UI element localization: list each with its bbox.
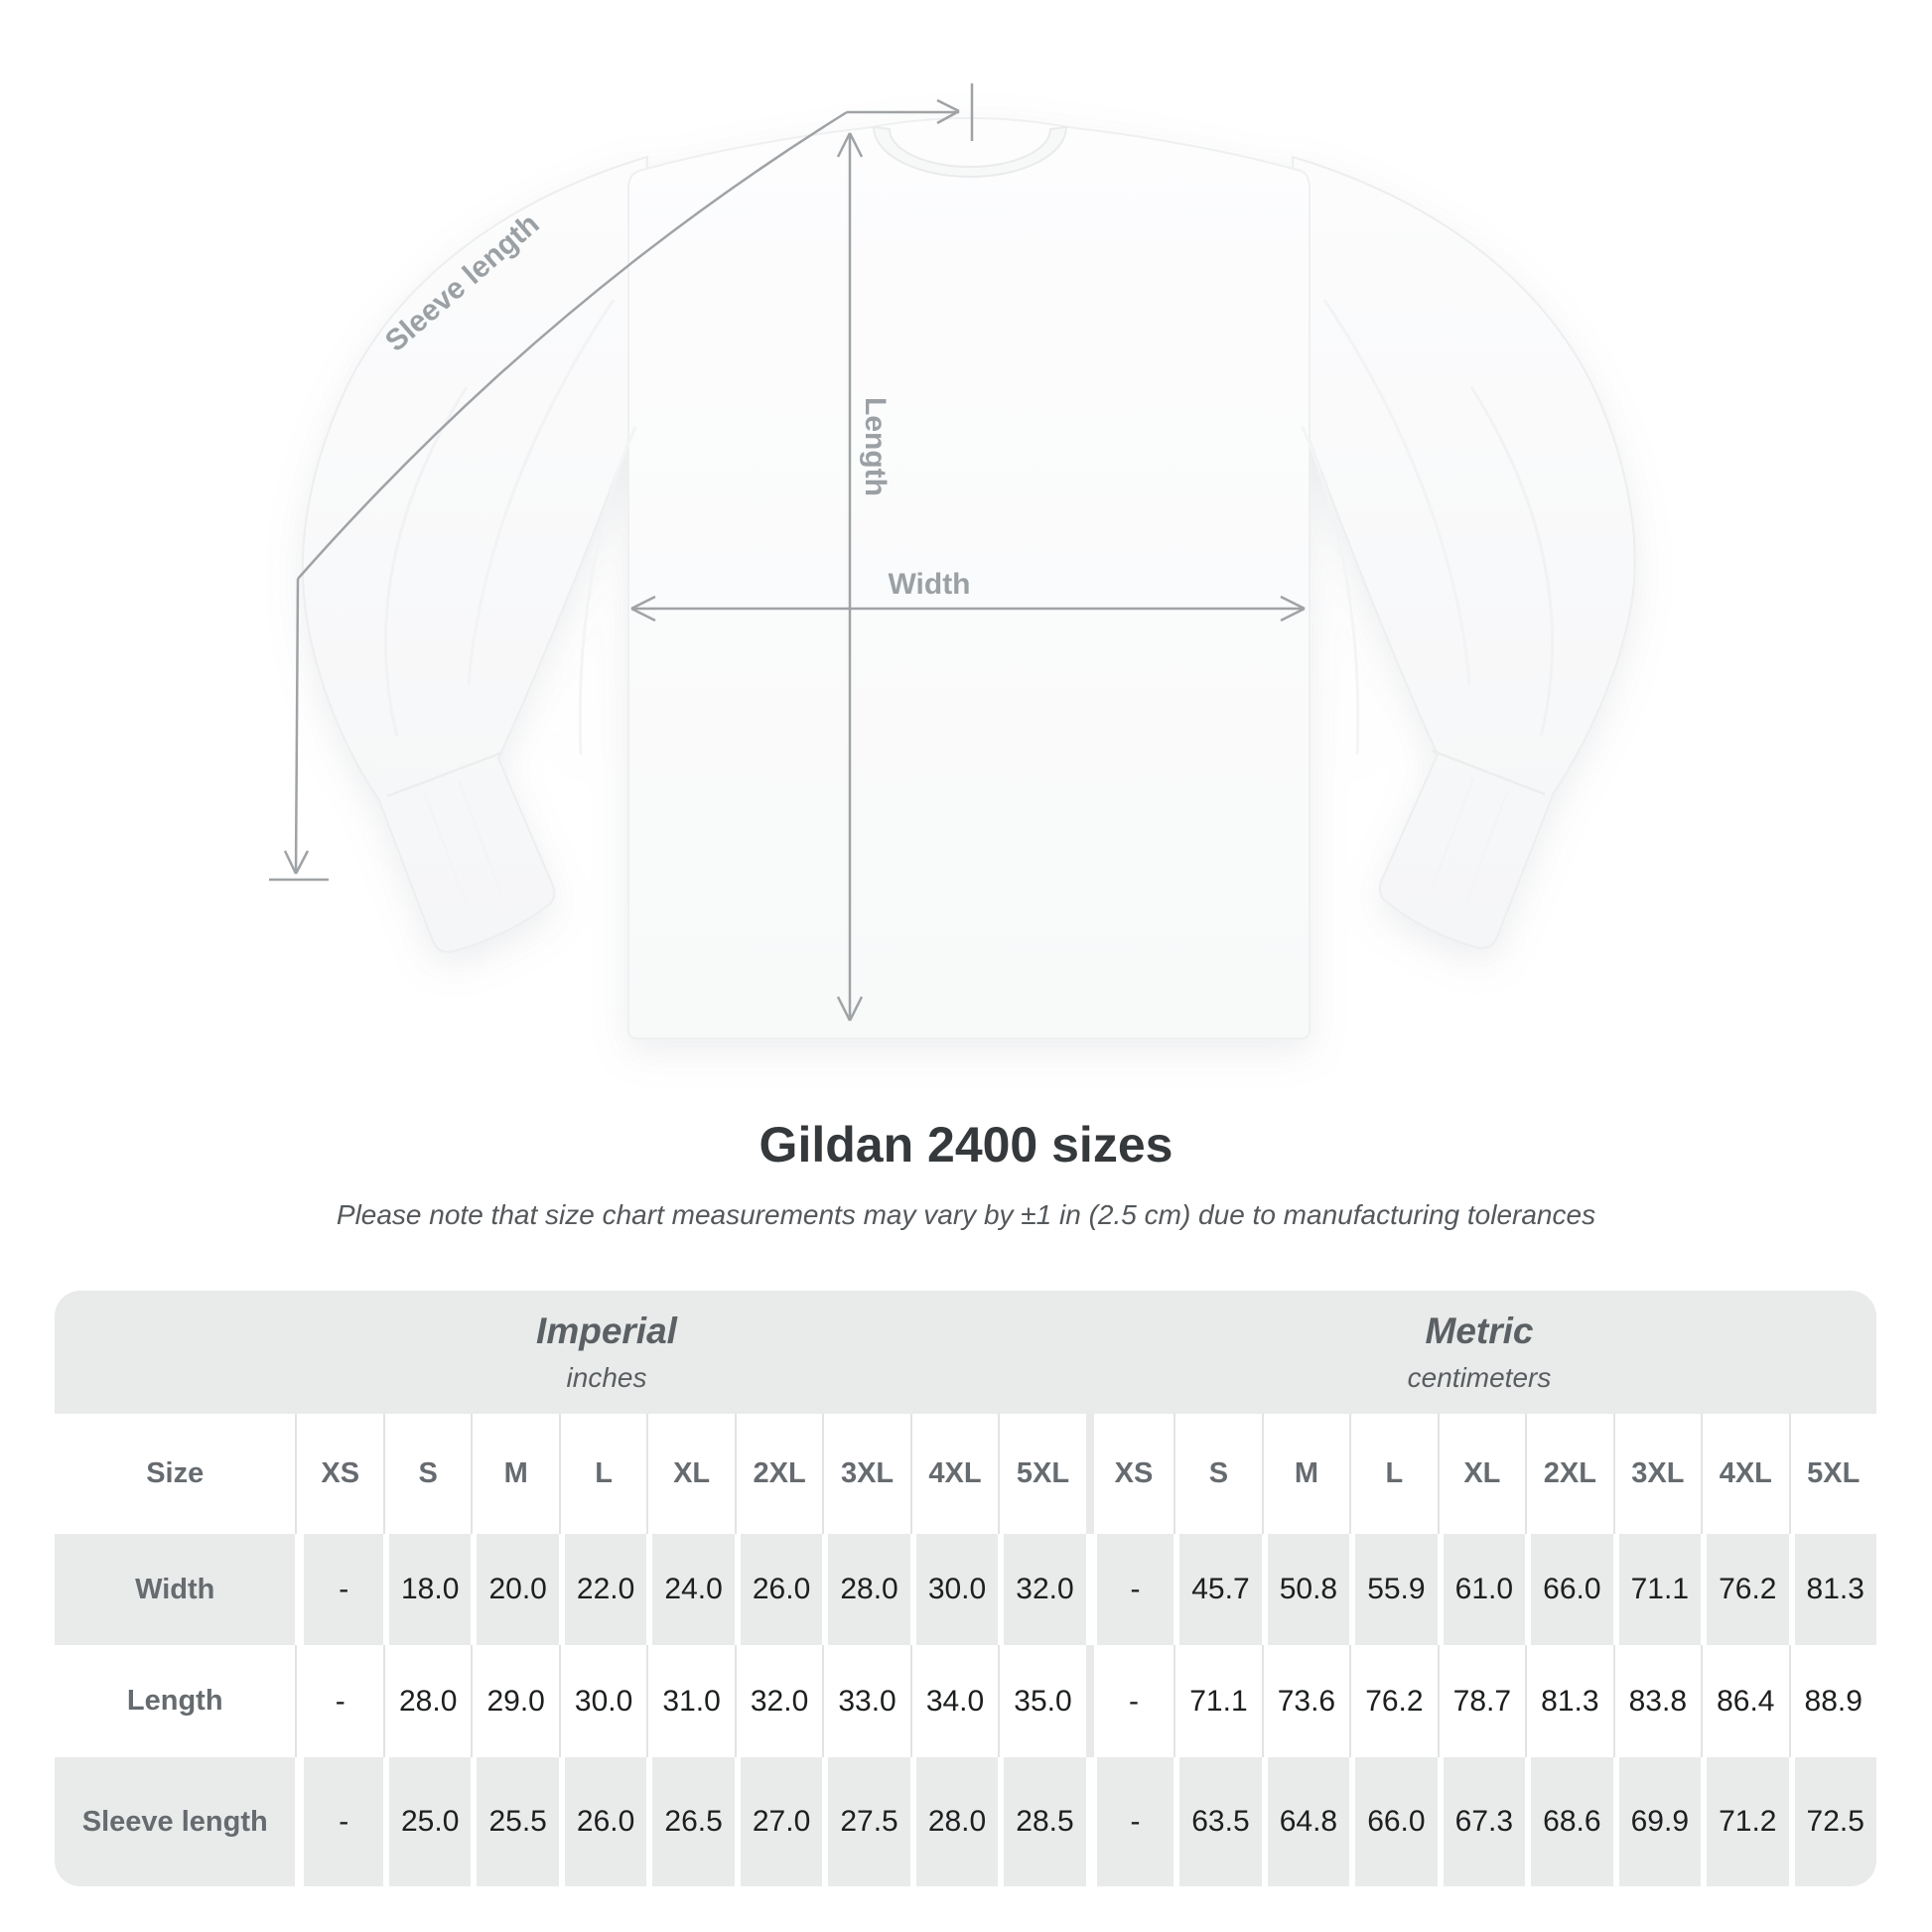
imperial-group-unit: inches (566, 1362, 647, 1393)
size-header-cell: S (1173, 1414, 1261, 1534)
size-header-cell: 5XL (998, 1414, 1085, 1534)
sleeve-length-cell: 68.6 (1525, 1757, 1612, 1886)
imperial-group-title: Imperial (536, 1311, 677, 1351)
sleeve-length-cell: 27.5 (822, 1757, 909, 1886)
row-label-length: Length (126, 1685, 223, 1717)
sleeve-length-cell: 69.9 (1613, 1757, 1701, 1886)
width-cell: 26.0 (735, 1534, 822, 1645)
sleeve-length-cell: 25.5 (471, 1757, 558, 1886)
width-cell: 50.8 (1262, 1534, 1349, 1645)
width-cell: 20.0 (471, 1534, 558, 1645)
length-cell: 34.0 (910, 1645, 998, 1757)
size-header-cell: 2XL (1525, 1414, 1612, 1534)
sleeve-length-cell: 72.5 (1789, 1757, 1876, 1886)
length-cell: - (1086, 1645, 1173, 1757)
width-cell: 18.0 (383, 1534, 471, 1645)
length-cell: 76.2 (1349, 1645, 1437, 1757)
sleeve-length-cell: 28.0 (910, 1757, 998, 1886)
metric-group-unit: centimeters (1407, 1362, 1552, 1393)
metric-group-title: Metric (1425, 1311, 1534, 1351)
sleeve-length-cell: - (295, 1757, 382, 1886)
size-header-cell: 4XL (910, 1414, 998, 1534)
sleeve-length-cell: 67.3 (1438, 1757, 1525, 1886)
length-cell: 35.0 (998, 1645, 1085, 1757)
sleeve-length-label: Sleeve length (378, 207, 546, 358)
width-cell: 32.0 (998, 1534, 1085, 1645)
sleeve-length-cell: 66.0 (1349, 1757, 1437, 1886)
size-header-cell: 5XL (1789, 1414, 1876, 1534)
width-cell: 81.3 (1789, 1534, 1876, 1645)
width-cell: 55.9 (1349, 1534, 1437, 1645)
table-row (55, 1414, 1876, 1534)
tolerance-note: Please note that size chart measurements may vary by ±1 in (2.5 cm) due to manufacturing tolerances (336, 1199, 1596, 1230)
width-cell: - (1086, 1534, 1173, 1645)
table-row (55, 1757, 1876, 1886)
metric-group-header (1408, 1291, 1552, 1414)
sleeve-length-cell: 26.0 (559, 1757, 646, 1886)
table-row (55, 1645, 1876, 1757)
sleeve-length-cell: 71.2 (1701, 1757, 1788, 1886)
length-cell: 86.4 (1701, 1645, 1788, 1757)
length-cell: 32.0 (735, 1645, 822, 1757)
length-cell: 28.0 (383, 1645, 471, 1757)
width-cell: - (295, 1534, 382, 1645)
width-cell: 28.0 (822, 1534, 909, 1645)
size-header-cell: 3XL (1613, 1414, 1701, 1534)
length-cell: 73.6 (1262, 1645, 1349, 1757)
length-cell: 29.0 (471, 1645, 558, 1757)
length-cell: 81.3 (1525, 1645, 1612, 1757)
length-cell: 71.1 (1173, 1645, 1261, 1757)
length-label: Length (859, 397, 892, 496)
size-header-cell: XS (1086, 1414, 1173, 1534)
shirt-right-sleeve (1293, 157, 1635, 948)
size-header-cell: M (471, 1414, 558, 1534)
size-table-body (55, 1414, 1876, 1886)
size-header-cell: XL (1438, 1414, 1525, 1534)
size-header-cell: L (559, 1414, 646, 1534)
width-cell: 66.0 (1525, 1534, 1612, 1645)
width-cell: 24.0 (646, 1534, 734, 1645)
length-cell: 30.0 (559, 1645, 646, 1757)
width-cell: 45.7 (1173, 1534, 1261, 1645)
sleeve-length-cell: 25.0 (383, 1757, 471, 1886)
row-label-width: Width (55, 1534, 295, 1645)
width-cell: 61.0 (1438, 1534, 1525, 1645)
width-cell: 76.2 (1701, 1534, 1788, 1645)
size-header-label: Size (146, 1457, 205, 1489)
size-header-cell: 3XL (822, 1414, 909, 1534)
sleeve-length-cell: 26.5 (646, 1757, 734, 1886)
length-cell: 83.8 (1613, 1645, 1701, 1757)
size-header-cell: 4XL (1701, 1414, 1788, 1534)
page-title: Gildan 2400 sizes (759, 1117, 1173, 1173)
size-header-cell: XL (646, 1414, 734, 1534)
sleeve-length-cell: - (1086, 1757, 1173, 1886)
table-group-header (55, 1291, 1876, 1414)
sleeve-length-cell: 27.0 (735, 1757, 822, 1886)
length-cell: 31.0 (646, 1645, 734, 1757)
table-row (55, 1534, 1876, 1645)
sleeve-length-cell: 64.8 (1262, 1757, 1349, 1886)
sleeve-length-cell: 63.5 (1173, 1757, 1261, 1886)
size-header-cell: S (383, 1414, 471, 1534)
size-header-cell: XS (295, 1414, 382, 1534)
row-label-sleeve-length: Sleeve length (55, 1757, 295, 1886)
sleeve-length-cell: 28.5 (998, 1757, 1085, 1886)
length-cell: 33.0 (822, 1645, 909, 1757)
size-header-cell: M (1262, 1414, 1349, 1534)
width-label: Width (888, 568, 971, 601)
length-cell: - (295, 1645, 382, 1757)
size-header-cell: 2XL (735, 1414, 822, 1534)
imperial-group-header (536, 1291, 677, 1414)
width-cell: 22.0 (559, 1534, 646, 1645)
length-cell: 88.9 (1789, 1645, 1876, 1757)
width-cell: 30.0 (910, 1534, 998, 1645)
width-cell: 71.1 (1613, 1534, 1701, 1645)
size-table (55, 1291, 1876, 1886)
length-cell: 78.7 (1438, 1645, 1525, 1757)
size-header-cell: L (1349, 1414, 1437, 1534)
